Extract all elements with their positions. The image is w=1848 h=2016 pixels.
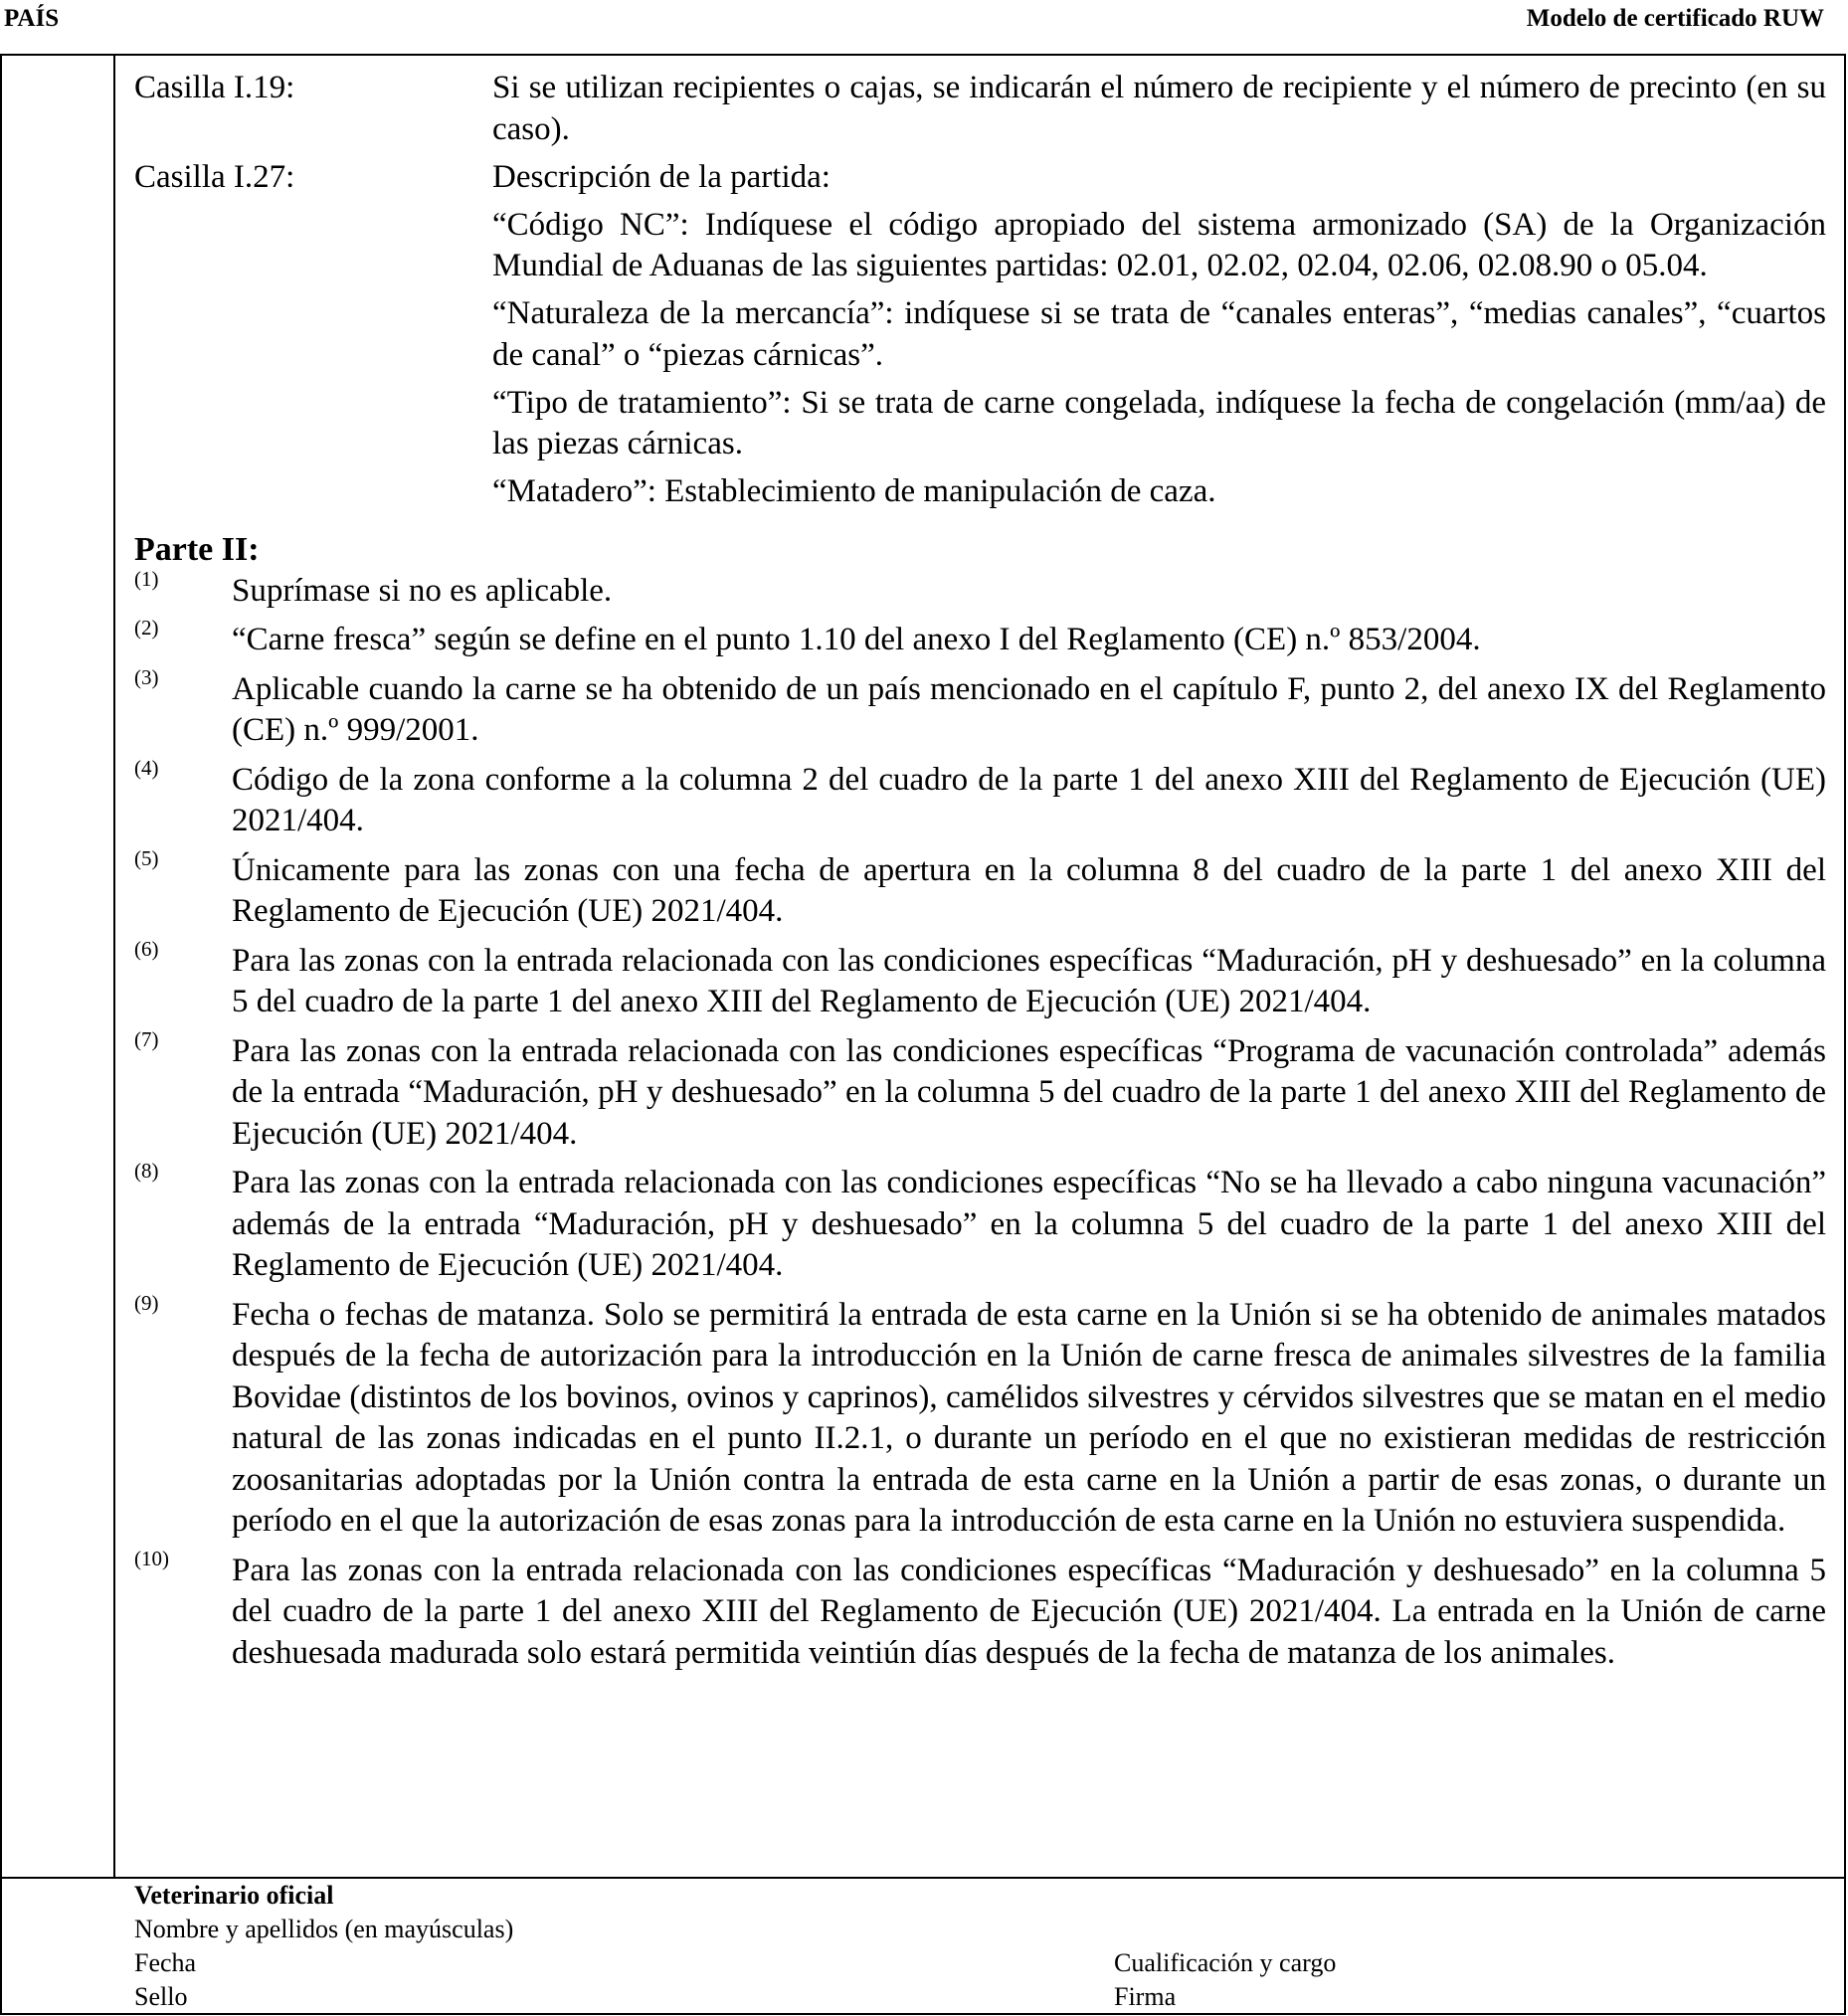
footnote-text: Para las zonas con la entrada relacionada con las condiciones específicas “No se ha llevado a cabo ninguna vacunación” además de la entrada “Maduración, pH y deshuesado” en la columna 5 del cuadro de la parte 1 del anexo XIII del Reglamento de Ejecución (UE) 2021/404. — [232, 1165, 1826, 1283]
footnote-text: Para las zonas con la entrada relacionada con las condiciones específicas “Maduración, pH y deshuesado” en la columna 5 del cuadro de la parte 1 del anexo XIII del Reglamento de Ejecución (UE) 2021/404. — [232, 942, 1826, 1019]
left-column-divider — [113, 56, 115, 1879]
footnote — [134, 664, 1826, 752]
footnote-text: Únicamente para las zonas con una fecha de apertura en la columna 8 del cuadro de la parte 1 del anexo XIII del Reglamento de Ejecución (UE) 2021/404. — [232, 851, 1826, 929]
casilla-paragraph: “Matadero”: Establecimiento de manipulación de caza. — [492, 473, 1216, 509]
footnote-number: (8) — [134, 1159, 159, 1183]
casilla-text — [492, 68, 1826, 150]
footnote — [134, 845, 1826, 933]
casilla-i19 — [134, 68, 1826, 150]
casilla-label: Casilla I.19: — [134, 70, 295, 105]
footnote-number: (2) — [134, 616, 159, 640]
signature-block — [134, 1879, 1815, 2014]
casilla-text — [492, 157, 1826, 513]
footnote-number: (5) — [134, 845, 159, 870]
qualification-field-label: Cualificación y cargo — [1114, 1948, 1337, 1977]
footnote — [134, 1546, 1826, 1675]
official-veterinarian-title: Veterinario oficial — [134, 1881, 334, 1910]
footnote-text: Fecha o fechas de matanza. Solo se permitirá la entrada de esta carne en la Unión si se ha obtenido de animales matados después de la fecha de autorización para la introducción en la Unión de carne fresca de animales silvestres de la familia Bovidae (distintos de los bovinos, ovinos y caprinos), camélidos silvestres y cérvidos silvestres que se matan en el medio natural de las zonas indicadas en el punto II.2.1, o durante un período en el que no existieran medidas de restricción zoosanitarias adoptadas por la Unión contra la entrada de esta carne en la Unión a partir de esas zonas, o durante un período en el que la autorización de esas zonas para la introducción de esta carne en la Unión no estuviera suspendida. — [232, 1296, 1826, 1539]
footnote-number: (9) — [134, 1290, 159, 1315]
footnote-number: (10) — [134, 1546, 169, 1570]
header-model-title: Modelo de certificado RUW — [1526, 5, 1824, 32]
casilla-label: Casilla I.27: — [134, 158, 295, 195]
footnote-number: (4) — [134, 755, 159, 780]
footnote-text: Código de la zona conforme a la columna 2 del cuadro de la parte 1 del anexo XIII del Reglamento de Ejecución (UE) 2021/404. — [232, 761, 1826, 838]
footnote-text: Suprímase si no es aplicable. — [232, 572, 613, 609]
footnote — [134, 1026, 1826, 1156]
stamp-row — [134, 1980, 1815, 2014]
footnote — [134, 566, 1826, 613]
footnote-number: (6) — [134, 936, 159, 961]
name-field-label: Nombre y apellidos (en mayúsculas) — [134, 1915, 514, 1943]
footnote — [134, 1290, 1826, 1543]
casilla-paragraph: “Tipo de tratamiento”: Si se trata de carne congelada, indíquese la fecha de congelación (mm/aa) de las piezas cárnicas. — [492, 384, 1826, 461]
footnote-text: “Carne fresca” según se define en el punto 1.10 del anexo I del Reglamento (CE) n.º 853/2004. — [232, 622, 1481, 657]
header-country: PAÍS — [4, 5, 60, 32]
footnote-text: Para las zonas con la entrada relacionada con las condiciones específicas “Programa de vacunación controlada” además de la entrada “Maduración, pH y deshuesado” en la columna 5 del cuadro de la parte 1 del anexo XIII del Reglamento de Ejecución (UE) 2021/404. — [232, 1032, 1826, 1152]
footnote — [134, 616, 1826, 661]
footnote — [134, 755, 1826, 842]
signature-field-label: Firma — [1114, 1982, 1177, 2011]
footnote — [134, 1159, 1826, 1287]
footnote-text: Aplicable cuando la carne se ha obtenido de un país mencionado en el capítulo F, punto 2, del anexo IX del Reglamento (CE) n.º 999/2001. — [232, 670, 1826, 748]
casilla-paragraph: “Naturaleza de la mercancía”: indíquese si se trata de “canales enteras”, “medias canales”, “cuartos de canal” o “piezas cárnicas”. — [492, 295, 1826, 373]
main-content — [134, 68, 1826, 1682]
casilla-paragraph: Si se utilizan recipientes o cajas, se indicarán el número de recipiente y el número de precinto (en su caso). — [492, 70, 1826, 147]
parte-ii-title: Parte II: — [134, 530, 260, 568]
date-field-label: Fecha — [134, 1948, 197, 1977]
casilla-i27 — [134, 157, 1826, 513]
footnote — [134, 936, 1826, 1023]
footnote-list — [134, 566, 1826, 1675]
footnote-number: (3) — [134, 664, 159, 689]
footnote-text: Para las zonas con la entrada relacionada con las condiciones específicas “Maduración y deshuesado” en la columna 5 del cuadro de la parte 1 del anexo XIII del Reglamento de Ejecución (UE) 2021/404. La entrada en la Unión de carne deshuesada madurada solo estará permitida veintiún días después de la fecha de matanza de los animales. — [232, 1552, 1826, 1671]
casilla-paragraph: Descripción de la partida: — [492, 158, 831, 195]
stamp-field-label: Sello — [134, 1982, 188, 2011]
date-row — [134, 1946, 1815, 1980]
footnote-number: (7) — [134, 1026, 159, 1051]
footnote-number: (1) — [134, 566, 159, 591]
casilla-paragraph: “Código NC”: Indíquese el código apropiado del sistema armonizado (SA) de la Organización Mundial de Aduanas de las siguientes partidas: 02.01, 02.02, 02.04, 02.06, 02.08.90 o 05.04. — [492, 206, 1826, 283]
